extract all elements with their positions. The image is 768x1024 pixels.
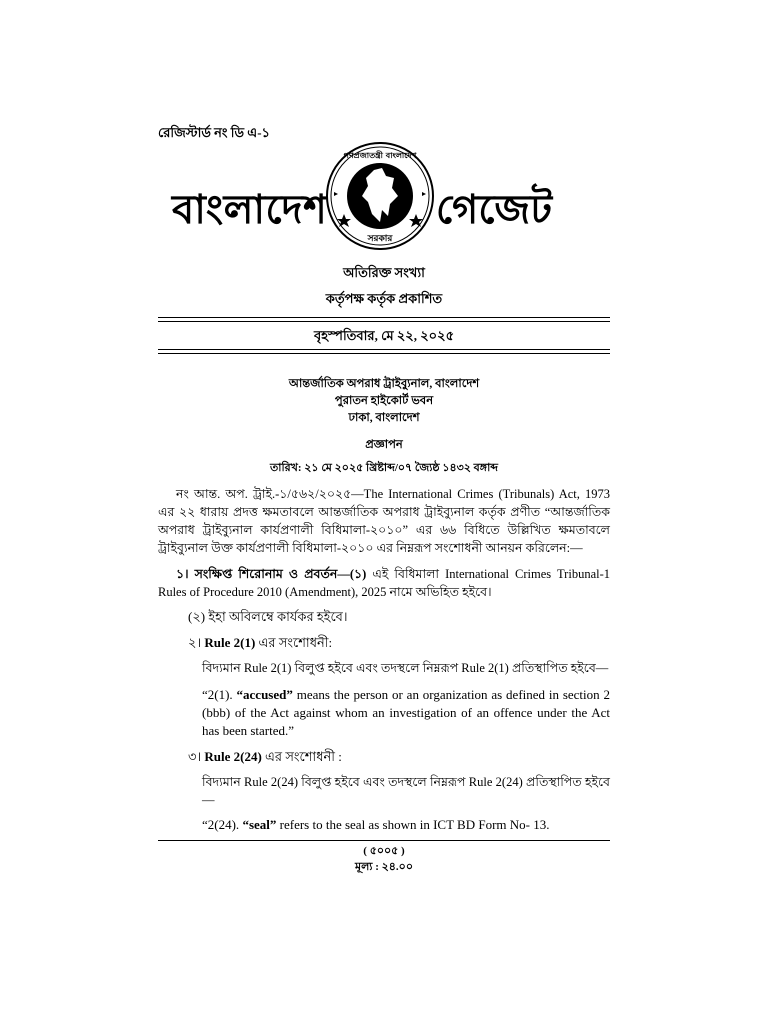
divider-bottom-1 (158, 349, 610, 350)
price-label: মূল্য : ২৪.০০ (354, 861, 413, 873)
gazette-title-gazette: গেজেট (435, 187, 552, 232)
office-line-2: পুরাতন হাইকোর্ট ভবন (334, 395, 434, 407)
section-3-number: ৩। (188, 749, 202, 764)
page-number: ( ৫০০৫ ) (363, 845, 405, 857)
section-2-body: বিদ্যমান Rule 2(1) বিলুপ্ত হইবে এবং তদস্থলে নিম্নরূপ Rule 2(1) প্রতিস্থাপিত হইবে— (202, 661, 609, 675)
office-line-1: আন্তর্জাতিক অপরাধ ট্রাইব্যুনাল, বাংলাদেশ (288, 378, 480, 390)
section-1-heading: ১। সংক্ষিপ্ত শিরোনাম ও প্রবর্তন—(১) (176, 567, 367, 581)
section-3-body: বিদ্যমান Rule 2(24) বিলুপ্ত হইবে এবং তদস্থলে নিম্নরূপ Rule 2(24) প্রতিস্থাপিত হইবে— (202, 775, 610, 807)
extra-issue-label: অতিরিক্ত সংখ্যা (343, 265, 425, 280)
section-3-rule: Rule 2(24) (201, 749, 262, 764)
gazette-title-bangladesh: বাংলাদেশ (172, 187, 328, 232)
notice-date: তারিখ: ২১ মে ২০২৫ খ্রিষ্টাব্দ/০৭ জ্যৈষ্ঠ ১৪৩২ বঙ্গাব্দ (270, 462, 498, 474)
section-1-subclause-2: (২) ইহা অবিলম্বে কার্যকর হইবে। (188, 609, 348, 624)
section-3-quote-open: “2(24). (202, 817, 243, 832)
gazette-masthead (158, 140, 610, 252)
section-1-text: এই বিধিমালা International Crimes Tribunal-1 Rules of Procedure 2010 (Amendment), 2025 নামে অভিহিত হইবে। (158, 567, 611, 599)
seal-bottom-text: সরকার (367, 234, 393, 244)
divider-top-1 (158, 317, 610, 318)
published-by-label: কর্তৃপক্ষ কর্তৃক প্রকাশিত (325, 291, 443, 306)
seal-top-text: গণপ্রজাতন্ত্রী বাংলাদেশ (343, 151, 417, 160)
divider-bottom-2 (158, 353, 610, 354)
gazette-date: বৃহস্পতিবার, মে ২২, ২০২৫ (313, 328, 455, 343)
divider-top-2 (158, 321, 610, 322)
section-2-quote-term: “accused” (236, 687, 293, 702)
section-2-heading (188, 634, 608, 652)
footer-divider (158, 840, 610, 841)
section-3-heading (188, 748, 608, 766)
section-2-number: ২। (188, 635, 202, 650)
section-2-suffix: এর সংশোধনী: (255, 635, 333, 650)
section-3-quote (202, 816, 610, 834)
section-2-quote-open: “2(1). (202, 687, 237, 702)
section-3-quote-rest: refers to the seal as shown in ICT BD Form No- 13. (276, 817, 550, 832)
section-3-suffix: এর সংশোধনী : (261, 749, 342, 764)
section-2-quote-rest: means the person or an organization as defined in section 2 (bbb) of the Act against whom an investigation of an offence under the Act has been started.” (202, 687, 610, 738)
intro-paragraph: নং আন্ত. অপ. ট্রাই.-১/৫৬২/২০২৫—The International Crimes (Tribunals) Act, 1973 এর ২২ ধারায় প্রদত্ত ক্ষমতাবলে আন্তর্জাতিক অপরাধ ট্রাইব্যুনাল কর্তৃক প্রণীত “আন্তর্জাতিক অপরাধ ট্রাইব্যুনাল কার্যপ্রণালী বিধিমালা-২০১০” এর ৬৬ বিধিতে উল্লিখিত ক্ষমতাবলে ট্রাইব্যুনাল উক্ত কার্যপ্রণালী বিধিমালা-২০১০ এর নিম্নরূপ সংশোধনী আনয়ন করিলেন:— (158, 487, 610, 555)
registration-number: রেজিস্টার্ড নং ডি এ-১ (158, 125, 270, 140)
section-1-paragraph (158, 565, 610, 601)
office-line-3: ঢাকা, বাংলাদেশ (348, 412, 420, 424)
section-2-rule: Rule 2(1) (201, 635, 256, 650)
section-2-quote (202, 686, 610, 740)
section-3-quote-term: “seal” (242, 817, 277, 832)
government-seal-icon (324, 140, 436, 252)
notice-heading: প্রজ্ঞাপন (365, 439, 403, 451)
